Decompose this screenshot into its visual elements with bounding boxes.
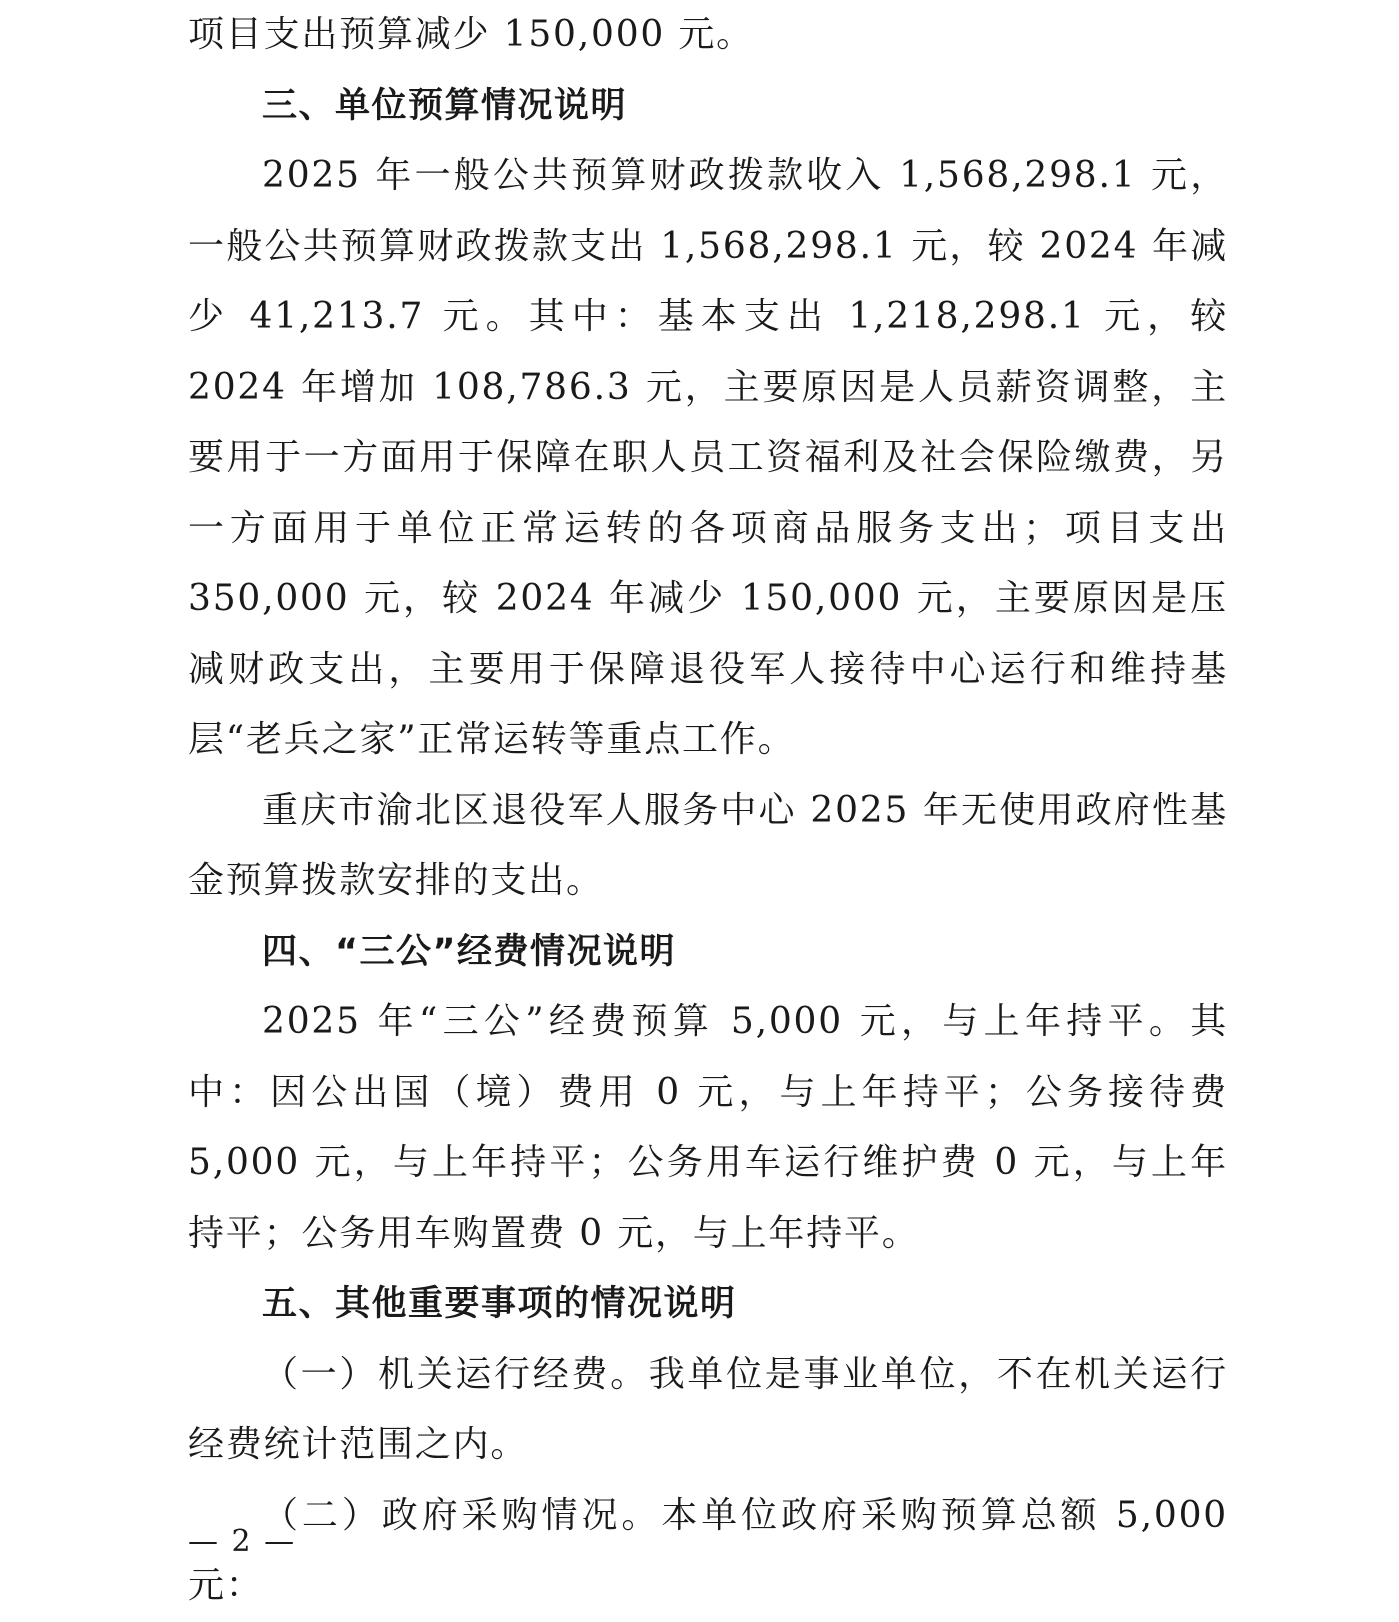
fragment-top-paragraph: 项目支出预算减少 150,000 元。 — [188, 14, 754, 55]
section-5-paragraph-1: （一）机关运行经费。我单位是事业单位，不在机关运行经费统计范围之内。 — [188, 1353, 1228, 1465]
section-3-heading: 三、单位预算情况说明 — [262, 85, 628, 126]
section-3-paragraph-2: 重庆市渝北区退役军人服务中心 2025 年无使用政府性基金预算拨款安排的支出。 — [188, 789, 1228, 901]
section-4-paragraph-1: 2025 年“三公”经费预算 5,000 元，与上年持平。其中：因公出国（境）费用 0 元，与上年持平；公务接待费 5,000 元，与上年持平；公务用车运行维护费 0 元，与上年持平；公务用车购置费 0 元，与上年持平。 — [188, 1001, 1228, 1254]
section-4-heading: 四、“三公”经费情况说明 — [262, 931, 677, 972]
content-block — [188, 0, 1228, 1622]
document-page — [188, 0, 1228, 1606]
section-5-heading: 五、其他重要事项的情况说明 — [262, 1284, 737, 1324]
section-3-paragraph-1: 2025 年一般公共预算财政拨款收入 1,568,298.1 元，一般公共预算财政拨款支出 1,568,298.1 元，较 2024 年减少 41,213.7 元。其中：基本支出 1,218,298.1 元，较 2024 年增加 108,786.3 元，主要原因是人员薪资调整，主要用于一方面用于保障在职人员工资福利及社会保险缴费，另一方面用于单位正常运转的各项商品服务支出；项目支出 350,000 元，较 2024 年减少 150,000 元，主要原因是压减财政支出，主要用于保障退役军人接待中心运行和维持基层“老兵之家”正常运转等重点工作。 — [188, 155, 1228, 760]
page-number-footer: — 2 — — [188, 1524, 297, 1559]
section-5-paragraph-2: （二）政府采购情况。本单位政府采购预算总额 5,000 元： — [188, 1494, 1228, 1606]
